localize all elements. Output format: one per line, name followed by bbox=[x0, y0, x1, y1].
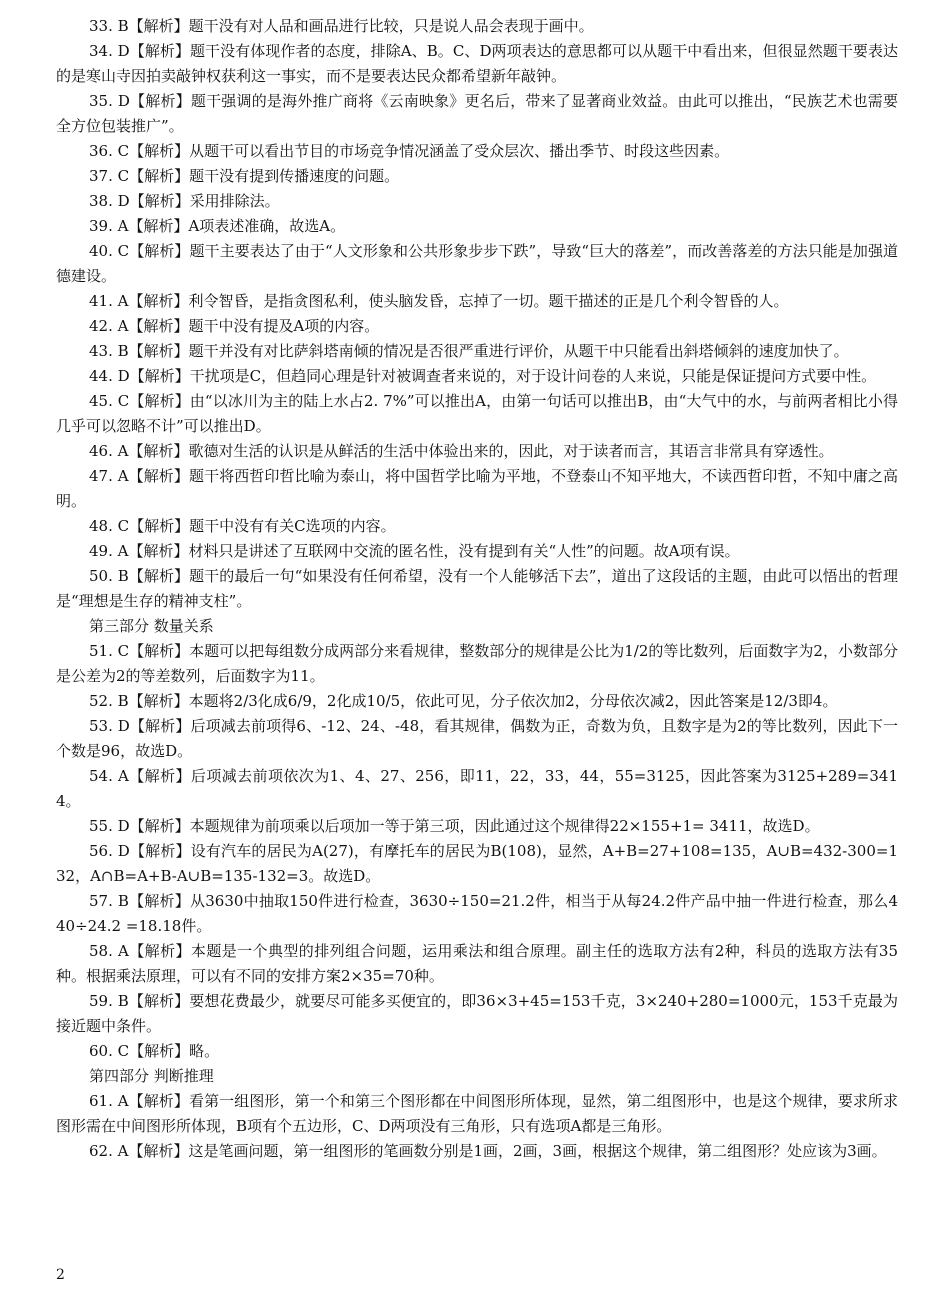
explanation-paragraph: 47. A【解析】题干将西哲印哲比喻为泰山，将中国哲学比喻为平地，不登泰山不知平地大，不读西哲印哲，不知中庸之高明。 bbox=[56, 467, 898, 510]
explanation-paragraph: 61. A【解析】看第一组图形，第一个和第三个图形都在中间图形所体现，显然，第二组图形中，也是这个规律，要求所求图形需在中间图形所体现，B项有个五边形，C、D两项没有三角形，只有选项A都是三角形。 bbox=[56, 1092, 898, 1135]
explanation-paragraph: 58. A【解析】本题是一个典型的排列组合问题，运用乘法和组合原理。副主任的选取方法有2种，科员的选取方法有35种。根据乘法原理，可以有不同的安排方案2×35=70种。 bbox=[56, 942, 898, 985]
explanation-paragraph: 54. A【解析】后项减去前项依次为1、4、27、256，即11，22，33，44，55=3125，因此答案为3125+289=3414。 bbox=[56, 767, 898, 810]
answer-explanations bbox=[56, 14, 898, 1164]
explanation-paragraph: 38. D【解析】采用排除法。 bbox=[89, 192, 280, 210]
explanation-paragraph: 42. A【解析】题干中没有提及A项的内容。 bbox=[89, 317, 380, 335]
explanation-paragraph: 39. A【解析】A项表述准确，故选A。 bbox=[89, 217, 346, 235]
explanation-paragraph: 44. D【解析】干扰项是C，但趋同心理是针对被调查者来说的，对于设计问卷的人来说，只能是保证提问方式要中性。 bbox=[89, 367, 877, 385]
explanation-paragraph: 43. B【解析】题干并没有对比萨斜塔南倾的情况是否很严重进行评价，从题干中只能看出斜塔倾斜的速度加快了。 bbox=[89, 342, 849, 360]
explanation-paragraph: 34. D【解析】题干没有体现作者的态度，排除A、B。C、D两项表达的意思都可以从题干中看出来，但很显然题干要表达的是寒山寺因拍卖敲钟权获利这一事实，而不是要表达民众都希望新年敲钟。 bbox=[56, 42, 898, 85]
explanation-paragraph: 57. B【解析】从3630中抽取150件进行检查，3630÷150=21.2件，相当于从每24.2件产品中抽一件进行检查，那么440÷24.2 =18.18件。 bbox=[56, 892, 898, 935]
explanation-paragraph: 48. C【解析】题干中没有有关C选项的内容。 bbox=[89, 517, 396, 535]
explanation-paragraph: 59. B【解析】要想花费最少，就要尽可能多买便宜的，即36×3+45=153千克，3×240+280=1000元，153千克最为接近题中条件。 bbox=[56, 992, 898, 1035]
explanation-paragraph: 50. B【解析】题干的最后一句“如果没有任何希望，没有一个人能够活下去”，道出了这段话的主题，由此可以悟出的哲理是“理想是生存的精神支柱”。 bbox=[56, 567, 898, 610]
explanation-paragraph: 45. C【解析】由“以冰川为主的陆上水占2. 7%”可以推出A，由第一句话可以推出B，由“大气中的水，与前两者相比小得几乎可以忽略不计”可以推出D。 bbox=[56, 392, 898, 435]
explanation-paragraph: 53. D【解析】后项减去前项得6、-12、24、-48，看其规律，偶数为正，奇数为负，且数字是为2的等比数列，因此下一个数是96，故选D。 bbox=[56, 717, 898, 760]
explanation-paragraph: 62. A【解析】这是笔画问题，第一组图形的笔画数分别是1画，2画，3画，根据这个规律，第二组图形？处应该为3画。 bbox=[89, 1142, 887, 1160]
explanation-paragraph: 55. D【解析】本题规律为前项乘以后项加一等于第三项，因此通过这个规律得22×155+1= 3411，故选D。 bbox=[89, 817, 820, 835]
explanation-paragraph: 41. A【解析】利令智昏，是指贪图私利，使头脑发昏，忘掉了一切。题干描述的正是几个利令智昏的人。 bbox=[89, 292, 789, 310]
explanation-paragraph: 49. A【解析】材料只是讲述了互联网中交流的匿名性，没有提到有关“人性”的问题。故A项有误。 bbox=[89, 542, 740, 560]
explanation-paragraph: 60. C【解析】略。 bbox=[89, 1042, 220, 1060]
page-number: 2 bbox=[56, 1267, 65, 1283]
explanation-paragraph: 56. D【解析】设有汽车的居民为A(27)，有摩托车的居民为B(108)，显然，A+B=27+108=135，A∪B=432-300=132，A∩B=A+B-A∪B=135-132=3。故选D。 bbox=[56, 842, 898, 885]
explanation-paragraph: 52. B【解析】本题将2/3化成6/9，2化成10/5，依此可见，分子依次加2，分母依次减2，因此答案是12/3即4。 bbox=[89, 692, 838, 710]
explanation-paragraph: 36. C【解析】从题干可以看出节目的市场竞争情况涵盖了受众层次、播出季节、时段这些因素。 bbox=[89, 142, 730, 160]
explanation-paragraph: 46. A【解析】歌德对生活的认识是从鲜活的生活中体验出来的，因此，对于读者而言，其语言非常具有穿透性。 bbox=[89, 442, 834, 460]
explanation-paragraph: 33. B【解析】题干没有对人品和画品进行比较，只是说人品会表现于画中。 bbox=[89, 17, 594, 35]
explanation-paragraph: 40. C【解析】题干主要表达了由于“人文形象和公共形象步步下跌”，导致“巨大的落差”，而改善落差的方法只能是加强道德建设。 bbox=[56, 242, 898, 285]
section-heading: 第四部分 判断推理 bbox=[89, 1067, 214, 1085]
explanation-paragraph: 51. C【解析】本题可以把每组数分成两部分来看规律，整数部分的规律是公比为1/2的等比数列，后面数字为2，小数部分是公差为2的等差数列，后面数字为11。 bbox=[56, 642, 898, 685]
explanation-paragraph: 35. D【解析】题干强调的是海外推广商将《云南映象》更名后，带来了显著商业效益。由此可以推出，“民族艺术也需要全方位包装推广”。 bbox=[56, 92, 898, 135]
section-heading: 第三部分 数量关系 bbox=[89, 617, 214, 635]
explanation-paragraph: 37. C【解析】题干没有提到传播速度的问题。 bbox=[89, 167, 400, 185]
